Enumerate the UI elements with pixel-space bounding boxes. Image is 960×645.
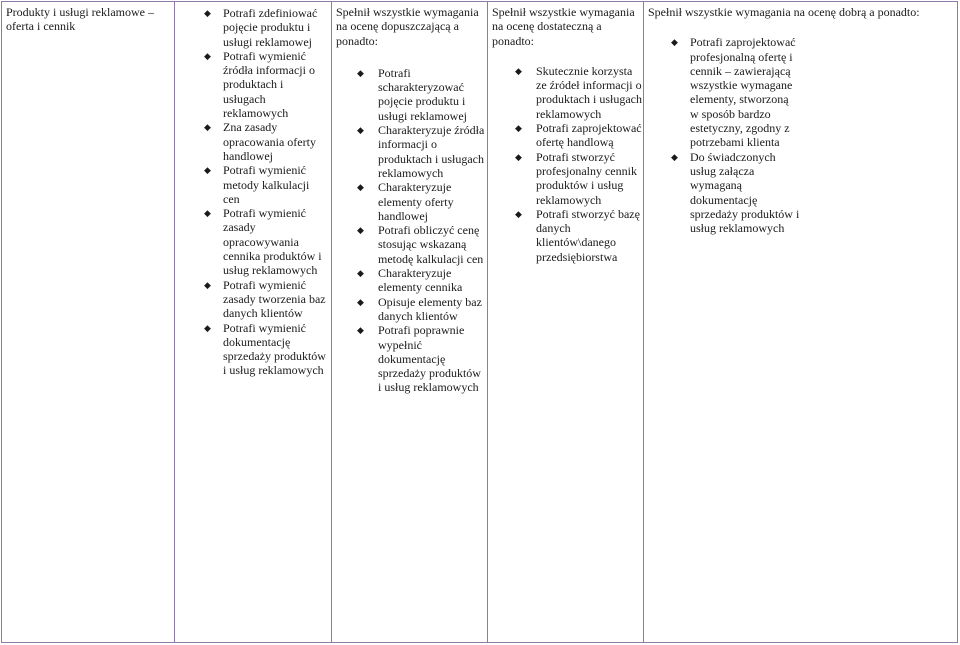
requirements-cell bbox=[175, 2, 332, 643]
list-item: ◆ Potrafi obliczyć cenę stosując wskazaną metodę kalkulacji cen bbox=[357, 223, 484, 266]
bullet-icon: ◆ bbox=[671, 151, 678, 162]
bullet-icon: ◆ bbox=[515, 65, 522, 76]
list-item: ◆ Potrafi wymienić zasady opracowywania cennika produktów i usług reklamowych bbox=[204, 206, 322, 278]
list-item: ◆ Zna zasady opracowania oferty handlowej bbox=[204, 120, 316, 163]
bullet-icon: ◆ bbox=[204, 122, 211, 133]
list-item: ◆ Potrafi poprawnie wypełnić dokumentację sprzedaży produktów i usług reklamowych bbox=[357, 323, 481, 395]
bullet-icon: ◆ bbox=[204, 279, 211, 290]
grade-list bbox=[648, 35, 953, 235]
requirements-table bbox=[1, 1, 958, 643]
topic-text: Produkty i usługi reklamowe – oferta i cennik bbox=[6, 5, 154, 34]
list-item: ◆ Potrafi wymienić dokumentację sprzedaży produktów i usług reklamowych bbox=[204, 320, 326, 378]
bullet-icon: ◆ bbox=[515, 151, 522, 162]
bullet-icon: ◆ bbox=[515, 123, 522, 134]
bullet-icon: ◆ bbox=[204, 8, 211, 18]
bullet-icon: ◆ bbox=[204, 50, 211, 61]
list-item: ◆ Do świadczonych usług załącza wymaganą dokumentację sprzedaży produktów i usług reklamowych bbox=[671, 149, 800, 236]
bullet-icon: ◆ bbox=[357, 225, 364, 236]
bullet-icon: ◆ bbox=[357, 296, 364, 307]
list-item: ◆ Skutecznie korzysta ze źródeł informacji o produktach i usługach reklamowych bbox=[515, 63, 642, 121]
list-item: ◆ Potrafi zdefiniować pojęcie produktu i usługi reklamowej bbox=[204, 6, 318, 49]
list-item: ◆ Potrafi wymienić metody kalkulacji cen bbox=[204, 163, 310, 206]
bullet-icon: ◆ bbox=[357, 325, 364, 336]
topic-cell bbox=[2, 2, 175, 643]
bullet-icon: ◆ bbox=[357, 67, 364, 78]
grade-dobra-cell bbox=[644, 2, 958, 643]
bullet-icon: ◆ bbox=[357, 268, 364, 279]
list-item: ◆ Potrafi wymienić źródła informacji o produktach i usługach reklamowych bbox=[204, 48, 315, 121]
grade-dostateczna-cell bbox=[488, 2, 644, 643]
bullet-icon: ◆ bbox=[515, 208, 522, 219]
bullet-icon: ◆ bbox=[204, 322, 211, 333]
list-item: ◆ Opisuje elementy baz danych klientów bbox=[357, 294, 482, 323]
grade-list bbox=[492, 63, 642, 264]
requirements-list bbox=[179, 6, 327, 378]
list-item: ◆ Potrafi scharakteryzować pojęcie produktu i usługi reklamowej bbox=[357, 65, 467, 123]
list-item: ◆ Potrafi zaprojektować profesjonalną ofertę i cennik – zawierającą wszystkie wymagane elementy, stworzoną w sposób bardzo estetyczny, zgodny z potrzebami klienta bbox=[671, 35, 796, 150]
bullet-icon: ◆ bbox=[204, 165, 211, 176]
list-item: ◆ Potrafi wymienić zasady tworzenia baz danych klientów bbox=[204, 277, 326, 321]
bullet-icon: ◆ bbox=[204, 208, 211, 219]
list-item: ◆ Charakteryzuje źródła informacji o produktach i usługach reklamowych bbox=[357, 123, 485, 180]
grade-header: Spełnił wszystkie wymagania na ocenę dobrą a ponadto: bbox=[648, 5, 920, 19]
grade-dopuszczajaca-cell bbox=[332, 2, 488, 643]
bullet-icon: ◆ bbox=[357, 125, 364, 136]
grade-list bbox=[336, 66, 483, 395]
list-item: ◆ Charakteryzuje elementy oferty handlowej bbox=[357, 180, 454, 223]
bullet-icon: ◆ bbox=[671, 37, 678, 48]
list-item: ◆ Charakteryzuje elementy cennika bbox=[357, 266, 463, 295]
bullet-icon: ◆ bbox=[357, 182, 364, 193]
list-item: ◆ Potrafi stworzyć profesjonalny cennik produktów i usług reklamowych bbox=[515, 149, 637, 207]
list-item: ◆ Potrafi stworzyć bazę danych klientów\danego przedsiębiorstwa bbox=[515, 206, 640, 264]
list-item: ◆ Potrafi zaprojektować ofertę handlową bbox=[515, 121, 642, 150]
grade-header: Spełnił wszystkie wymagania na ocenę dopuszczającą a ponadto: bbox=[336, 5, 479, 48]
grade-header: Spełnił wszystkie wymagania na ocenę dostateczną a ponadto: bbox=[492, 5, 635, 48]
table-row bbox=[2, 2, 958, 643]
